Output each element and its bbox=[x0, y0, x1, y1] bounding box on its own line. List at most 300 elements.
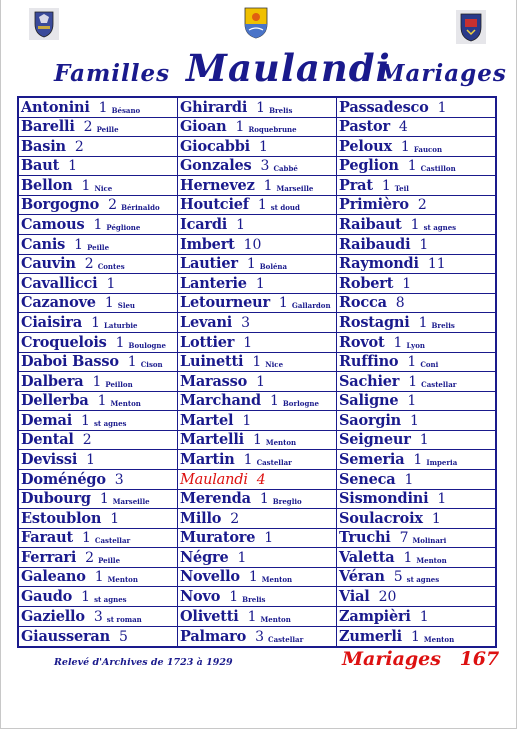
place-of-origin: Imperia bbox=[426, 457, 458, 467]
table-row bbox=[337, 607, 495, 627]
table-row bbox=[19, 196, 177, 216]
family-name: Raibaut bbox=[339, 216, 402, 234]
family-name: Vial bbox=[339, 588, 370, 606]
marriage-count: 1 bbox=[255, 275, 265, 292]
family-name: Peloux bbox=[339, 137, 392, 155]
family-name: Faraut bbox=[21, 529, 73, 547]
marriage-count: 2 bbox=[84, 256, 94, 273]
marriage-count: 1 bbox=[264, 530, 274, 547]
family-name: Marasso bbox=[180, 372, 248, 390]
family-name: Zampièri bbox=[339, 607, 411, 625]
marriage-count: 2 bbox=[108, 197, 118, 214]
family-name: Gioan bbox=[180, 118, 227, 136]
place-of-origin: Gallardon bbox=[291, 301, 331, 311]
family-name: Raymondi bbox=[339, 255, 419, 273]
marriage-count: 5 bbox=[118, 629, 128, 646]
marriage-count: 1 bbox=[259, 491, 269, 508]
table-row bbox=[178, 333, 336, 353]
place-of-origin: Peille bbox=[98, 555, 121, 565]
family-name: Dalbera bbox=[21, 372, 84, 390]
table-row bbox=[19, 215, 177, 235]
coat-of-arms-left-icon bbox=[29, 8, 59, 40]
marriage-count: 1 bbox=[256, 373, 266, 390]
marriage-count: 1 bbox=[437, 99, 447, 116]
family-name: Valetta bbox=[339, 548, 395, 566]
family-name: Novo bbox=[180, 588, 221, 606]
family-name: Primièro bbox=[339, 196, 409, 214]
table-row bbox=[337, 470, 495, 490]
family-name: Rocca bbox=[339, 294, 387, 312]
family-name: Devissi bbox=[21, 450, 78, 468]
table-row bbox=[19, 509, 177, 529]
place-of-origin: Menton bbox=[110, 399, 141, 409]
table-row bbox=[19, 411, 177, 431]
family-name: Muratore bbox=[180, 529, 256, 547]
family-name: Palmaro bbox=[180, 628, 247, 646]
marriage-count: 1 bbox=[404, 471, 414, 488]
header-marriages-label: Mariages bbox=[379, 60, 507, 87]
place-of-origin: Laturbie bbox=[103, 320, 138, 330]
table-row bbox=[19, 372, 177, 392]
family-name: Galeano bbox=[21, 568, 86, 586]
marriage-count: 1 bbox=[97, 393, 107, 410]
table-row bbox=[19, 450, 177, 470]
marriage-count: 1 bbox=[243, 334, 253, 351]
table-row bbox=[19, 470, 177, 490]
table-row bbox=[178, 274, 336, 294]
family-name: Cavallicci bbox=[21, 274, 98, 292]
family-name: Antonini bbox=[21, 98, 90, 116]
table-row bbox=[19, 294, 177, 314]
family-name: Gonzales bbox=[180, 157, 252, 175]
page-title: Maulandi bbox=[186, 46, 391, 90]
family-name: Prat bbox=[339, 176, 373, 194]
place-of-origin: Roquebrune bbox=[248, 125, 297, 135]
family-name: Pastor bbox=[339, 118, 390, 136]
place-of-origin: Faucon bbox=[413, 144, 443, 154]
family-name: Zumerli bbox=[339, 628, 402, 646]
family-name: Novello bbox=[180, 568, 240, 586]
family-name: Borgogno bbox=[21, 196, 100, 214]
marriage-count: 1 bbox=[252, 432, 262, 449]
family-name: Truchi bbox=[339, 529, 391, 547]
place-of-origin: Cabbé bbox=[273, 164, 298, 174]
place-of-origin: Menton bbox=[107, 575, 138, 585]
place-of-origin: Borlogne bbox=[282, 399, 319, 409]
family-name: Croquelois bbox=[21, 333, 107, 351]
table-row bbox=[19, 118, 177, 138]
marriage-count: 3 bbox=[260, 158, 270, 175]
family-name: Martelli bbox=[180, 431, 244, 449]
marriage-count: 2 bbox=[82, 432, 92, 449]
place-of-origin: Bérinaldo bbox=[121, 203, 160, 213]
family-name: Maulandi bbox=[180, 471, 248, 488]
family-name: Robert bbox=[339, 274, 394, 292]
place-of-origin: Nice bbox=[94, 183, 113, 193]
table-row bbox=[178, 450, 336, 470]
table-row bbox=[337, 118, 495, 138]
marriage-count: 1 bbox=[418, 314, 428, 331]
marriage-count: 1 bbox=[99, 491, 109, 508]
families-column-3 bbox=[337, 98, 495, 646]
marriage-count: 7 bbox=[399, 530, 409, 547]
table-row bbox=[337, 313, 495, 333]
marriage-count: 1 bbox=[110, 510, 120, 527]
table-row bbox=[19, 176, 177, 196]
family-name: Giocabbi bbox=[180, 137, 250, 155]
header-families-label: Familles bbox=[54, 60, 171, 87]
marriage-count: 1 bbox=[237, 549, 247, 566]
marriage-count: 1 bbox=[106, 275, 116, 292]
marriage-count: 2 bbox=[230, 510, 240, 527]
family-name: Dental bbox=[21, 431, 74, 449]
marriage-count: 1 bbox=[381, 177, 391, 194]
archive-note: Relevé d'Archives de 1723 à 1929 bbox=[54, 657, 233, 668]
family-name: Marchand bbox=[180, 392, 261, 410]
marriage-count: 4 bbox=[256, 471, 266, 488]
table-row bbox=[19, 587, 177, 607]
table-row bbox=[337, 587, 495, 607]
marriage-count: 3 bbox=[114, 471, 124, 488]
family-name: Houtcief bbox=[180, 196, 249, 214]
table-row bbox=[19, 255, 177, 275]
family-name: Millo bbox=[180, 509, 222, 527]
marriages-total-value: 167 bbox=[459, 648, 500, 670]
table-row bbox=[337, 431, 495, 451]
table-row bbox=[19, 313, 177, 333]
marriage-count: 1 bbox=[408, 373, 418, 390]
marriage-count: 1 bbox=[104, 295, 114, 312]
table-row bbox=[178, 235, 336, 255]
family-name: Letourneur bbox=[180, 294, 270, 312]
marriage-count: 1 bbox=[74, 236, 84, 253]
family-name: Martin bbox=[180, 450, 235, 468]
marriage-count: 1 bbox=[258, 138, 268, 155]
place-of-origin: Castellar bbox=[421, 379, 457, 389]
family-name: Basin bbox=[21, 137, 66, 155]
marriage-count: 1 bbox=[81, 412, 90, 429]
place-of-origin: Castellar bbox=[94, 536, 131, 546]
table-row bbox=[19, 353, 177, 373]
marriage-count: 1 bbox=[419, 608, 429, 625]
family-name: Passadesco bbox=[339, 98, 429, 116]
table-row bbox=[337, 529, 495, 549]
table-row bbox=[337, 353, 495, 373]
marriage-count: 1 bbox=[410, 629, 420, 646]
table-row bbox=[178, 431, 336, 451]
table-row bbox=[178, 196, 336, 216]
marriage-count: 1 bbox=[236, 217, 246, 234]
marriage-count: 1 bbox=[115, 334, 125, 351]
marriage-count: 1 bbox=[269, 393, 279, 410]
place-of-origin: Teil bbox=[394, 183, 409, 193]
family-name: Icardi bbox=[180, 216, 228, 234]
family-name: Ferrari bbox=[21, 548, 77, 566]
place-of-origin: Coni bbox=[420, 360, 439, 370]
table-row bbox=[337, 411, 495, 431]
marriage-count: 1 bbox=[263, 177, 273, 194]
marriage-count: 1 bbox=[419, 432, 429, 449]
family-name: Cauvin bbox=[21, 255, 76, 273]
table-row bbox=[178, 176, 336, 196]
place-of-origin: Péglione bbox=[106, 223, 141, 233]
family-name: Luinetti bbox=[180, 353, 244, 371]
marriage-count: 20 bbox=[378, 589, 397, 606]
family-name: Demai bbox=[21, 411, 73, 429]
marriage-count: 1 bbox=[86, 451, 96, 468]
table-row bbox=[178, 470, 336, 490]
family-name: Ciaisira bbox=[21, 313, 83, 331]
marriage-count: 1 bbox=[252, 354, 262, 371]
family-name: Véran bbox=[339, 568, 385, 586]
family-name: Saorgin bbox=[339, 411, 401, 429]
family-name: Gaudo bbox=[21, 588, 73, 606]
table-row bbox=[178, 157, 336, 177]
marriage-count: 3 bbox=[255, 629, 264, 646]
place-of-origin: st roman bbox=[106, 614, 142, 624]
family-name: Martel bbox=[180, 411, 234, 429]
table-row bbox=[178, 529, 336, 549]
table-row bbox=[337, 235, 495, 255]
table-row bbox=[337, 196, 495, 216]
table-row bbox=[337, 274, 495, 294]
table-row bbox=[337, 490, 495, 510]
place-of-origin: Brelis bbox=[269, 105, 293, 115]
table-row bbox=[178, 627, 336, 647]
place-of-origin: Menton bbox=[260, 614, 291, 624]
marriage-count: 1 bbox=[68, 158, 78, 175]
marriage-count: 1 bbox=[246, 256, 256, 273]
marriage-count: 1 bbox=[242, 412, 252, 429]
marriage-count: 1 bbox=[248, 569, 258, 586]
table-row bbox=[337, 98, 495, 118]
place-of-origin: Menton bbox=[265, 438, 297, 448]
table-row bbox=[178, 353, 336, 373]
place-of-origin: Peillon bbox=[105, 379, 133, 389]
family-name: Ghirardi bbox=[180, 98, 248, 116]
family-name: Lottier bbox=[180, 333, 235, 351]
table-row bbox=[178, 587, 336, 607]
table-row bbox=[19, 235, 177, 255]
place-of-origin: Menton bbox=[416, 555, 447, 565]
marriage-count: 1 bbox=[278, 295, 288, 312]
family-name: Dubourg bbox=[21, 490, 91, 508]
family-name: Hernevez bbox=[180, 176, 255, 194]
family-name: Daboi Basso bbox=[21, 353, 119, 371]
marriage-count: 2 bbox=[417, 197, 427, 214]
table-row bbox=[337, 176, 495, 196]
place-of-origin: Brelis bbox=[431, 320, 455, 330]
table-row bbox=[19, 548, 177, 568]
marriage-count: 5 bbox=[393, 569, 403, 586]
marriage-count: 1 bbox=[393, 334, 403, 351]
table-row bbox=[19, 157, 177, 177]
table-row bbox=[178, 490, 336, 510]
marriage-count: 1 bbox=[409, 412, 419, 429]
marriage-count: 1 bbox=[410, 217, 420, 234]
place-of-origin: st agnes bbox=[94, 595, 127, 605]
marriage-count: 1 bbox=[257, 197, 267, 214]
table-row bbox=[178, 607, 336, 627]
marriage-count: 1 bbox=[94, 569, 104, 586]
place-of-origin: st agnes bbox=[423, 223, 457, 233]
families-column-1 bbox=[19, 98, 178, 646]
place-of-origin: Cison bbox=[140, 360, 163, 370]
marriage-count: 1 bbox=[229, 589, 239, 606]
marriage-count: 1 bbox=[81, 530, 91, 547]
table-row bbox=[19, 274, 177, 294]
family-name: Raibaudi bbox=[339, 235, 411, 253]
marriage-count: 1 bbox=[437, 491, 447, 508]
marriage-count: 1 bbox=[413, 451, 423, 468]
table-row bbox=[19, 431, 177, 451]
table-row bbox=[19, 627, 177, 647]
family-name: Négre bbox=[180, 548, 229, 566]
table-row bbox=[337, 548, 495, 568]
family-name: Merenda bbox=[180, 490, 251, 508]
family-name: Gaziello bbox=[21, 607, 85, 625]
family-name: Lanterie bbox=[180, 274, 247, 292]
marriage-count: 1 bbox=[235, 119, 245, 136]
place-of-origin: Peille bbox=[87, 242, 110, 252]
place-of-origin: Nice bbox=[265, 360, 284, 370]
place-of-origin: st agnes bbox=[93, 418, 127, 428]
table-row bbox=[178, 215, 336, 235]
family-name: Canis bbox=[21, 235, 66, 253]
table-row bbox=[19, 392, 177, 412]
place-of-origin: Breglio bbox=[272, 497, 302, 507]
place-of-origin: Molinari bbox=[412, 536, 447, 546]
table-row bbox=[178, 372, 336, 392]
family-name: Ruffino bbox=[339, 353, 399, 371]
family-name: Saligne bbox=[339, 392, 399, 410]
place-of-origin: Marseille bbox=[276, 183, 314, 193]
family-name: Camous bbox=[21, 216, 85, 234]
table-row bbox=[178, 568, 336, 588]
place-of-origin: Peille bbox=[96, 125, 119, 135]
table-row bbox=[178, 118, 336, 138]
table-row bbox=[337, 372, 495, 392]
family-name: Estoublon bbox=[21, 509, 102, 527]
family-name: Rostagni bbox=[339, 313, 410, 331]
marriage-count: 3 bbox=[241, 314, 251, 331]
marriage-count: 8 bbox=[395, 295, 405, 312]
table-row bbox=[19, 98, 177, 118]
place-of-origin: Castillon bbox=[420, 164, 456, 174]
table-row bbox=[337, 215, 495, 235]
place-of-origin: Castellar bbox=[256, 457, 292, 467]
table-row bbox=[19, 137, 177, 157]
place-of-origin: Marseille bbox=[112, 497, 150, 507]
marriage-count: 1 bbox=[419, 236, 429, 253]
table-row bbox=[337, 255, 495, 275]
marriages-total-label: Mariages bbox=[342, 648, 441, 670]
place-of-origin: st doud bbox=[270, 203, 300, 213]
marriages-total bbox=[342, 648, 499, 670]
family-name: Levani bbox=[180, 313, 233, 331]
marriage-count: 2 bbox=[83, 119, 93, 136]
marriage-count: 1 bbox=[243, 451, 253, 468]
family-name: Cazanove bbox=[21, 294, 96, 312]
family-name: Imbert bbox=[180, 235, 235, 253]
families-column-2 bbox=[178, 98, 337, 646]
family-name: Seigneur bbox=[339, 431, 411, 449]
family-name: Barelli bbox=[21, 118, 75, 136]
place-of-origin: Boléna bbox=[259, 262, 288, 272]
place-of-origin: Sleu bbox=[117, 301, 136, 311]
table-row bbox=[178, 548, 336, 568]
table-row bbox=[337, 157, 495, 177]
marriage-count: 1 bbox=[407, 354, 417, 371]
family-name: Sismondini bbox=[339, 490, 429, 508]
family-name: Lautier bbox=[180, 255, 238, 273]
family-name: Semeria bbox=[339, 450, 405, 468]
marriage-count: 2 bbox=[85, 549, 95, 566]
families-table bbox=[17, 96, 497, 648]
place-of-origin: Castellar bbox=[268, 635, 304, 645]
table-row bbox=[178, 137, 336, 157]
table-row bbox=[178, 313, 336, 333]
table-row bbox=[337, 294, 495, 314]
marriage-count: 1 bbox=[91, 314, 100, 331]
marriage-count: 1 bbox=[402, 275, 412, 292]
table-row bbox=[19, 490, 177, 510]
marriage-count: 1 bbox=[92, 373, 102, 390]
coat-of-arms-right-icon bbox=[456, 10, 486, 44]
place-of-origin: Bésano bbox=[111, 105, 141, 115]
marriage-count: 2 bbox=[74, 138, 84, 155]
table-row bbox=[19, 568, 177, 588]
family-name: Dellerba bbox=[21, 392, 89, 410]
marriage-count: 1 bbox=[403, 549, 413, 566]
place-of-origin: Boulogne bbox=[128, 340, 166, 350]
place-of-origin: Menton bbox=[423, 635, 455, 645]
marriage-count: 1 bbox=[247, 608, 257, 625]
family-name: Giausseran bbox=[21, 628, 110, 646]
place-of-origin: st agnes bbox=[406, 575, 440, 585]
marriage-count: 1 bbox=[407, 393, 417, 410]
marriage-count: 1 bbox=[98, 99, 108, 116]
table-row bbox=[337, 568, 495, 588]
place-of-origin: Lyon bbox=[406, 340, 425, 350]
table-row bbox=[178, 392, 336, 412]
table-row bbox=[337, 509, 495, 529]
marriage-count: 11 bbox=[427, 256, 446, 273]
table-row bbox=[337, 137, 495, 157]
table-row bbox=[19, 333, 177, 353]
marriage-count: 1 bbox=[400, 138, 410, 155]
place-of-origin: Contes bbox=[97, 262, 125, 272]
family-name: Bellon bbox=[21, 176, 73, 194]
marriage-count: 1 bbox=[407, 158, 417, 175]
marriage-count: 1 bbox=[81, 589, 91, 606]
family-name: Baut bbox=[21, 157, 60, 175]
table-row bbox=[19, 529, 177, 549]
marriage-count: 1 bbox=[127, 354, 137, 371]
family-name: Soulacroix bbox=[339, 509, 423, 527]
place-of-origin: Brelis bbox=[242, 595, 266, 605]
marriage-count: 3 bbox=[93, 608, 103, 625]
family-name: Seneca bbox=[339, 470, 396, 488]
table-row bbox=[337, 450, 495, 470]
table-row bbox=[337, 392, 495, 412]
marriage-count: 4 bbox=[398, 119, 408, 136]
table-row bbox=[19, 607, 177, 627]
table-row bbox=[337, 333, 495, 353]
family-name: Sachier bbox=[339, 372, 400, 390]
marriage-count: 1 bbox=[256, 99, 266, 116]
family-name: Doménégo bbox=[21, 470, 106, 488]
